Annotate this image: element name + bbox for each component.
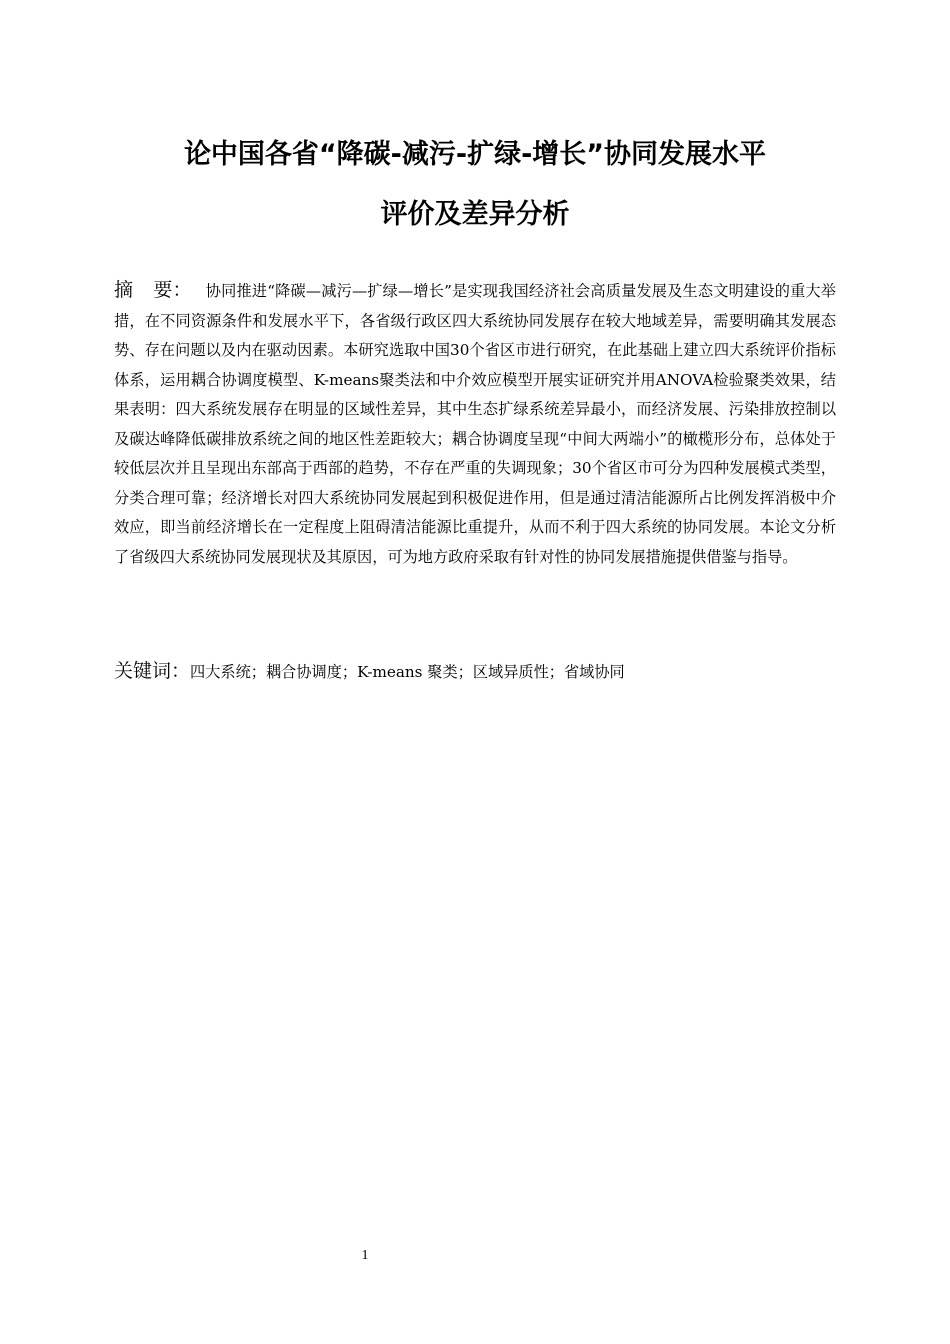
- keywords-text: 四大系统；耦合协调度；K-means 聚类；区域异质性；省域协同: [190, 663, 625, 681]
- abstract-label: [114, 279, 192, 301]
- paper-title-line-1: 论中国各省“降碳-减污-扩绿-增长”协同发展水平: [183, 139, 767, 170]
- abstract-label-char-2: 要: [153, 279, 173, 301]
- abstract-text: 协同推进“降碳—减污—扩绿—增长”是实现我国经济社会高质量发展及生态文明建设的重大举措，在不同资源条件和发展水平下，各省级行政区四大系统协同发展存在较大地域差异，需要明确其发展态势、存在问题以及内在驱动因素。本研究选取中国30个省区市进行研究，在此基础上建立四大系统评价指标体系，运用耦合协调度模型、K-means聚类法和中介效应模型开展实证研究并用ANOVA检验聚类效果，结果表明：四大系统发展存在明显的区域性差异，其中生态扩绿系统差异最小，而经济发展、污染排放控制以及碳达峰降低碳排放系统之间的地区性差距较大；耦合协调度呈现“中间大两端小”的橄榄形分布，总体处于较低层次并且呈现出东部高于西部的趋势，不存在严重的失调现象；30个省区市可分为四种发展模式类型，分类合理可靠；经济增长对四大系统协同发展起到积极促进作用，但是通过清洁能源所占比例发挥消极中介效应，即当前经济增长在一定程度上阻碍清洁能源比重提升，从而不利于四大系统的协同发展。本论文分析了省级四大系统协同发展现状及其原因，可为地方政府采取有针对性的协同发展措施提供借鉴与指导。: [114, 282, 836, 566]
- abstract-label-char-1: 摘: [114, 279, 134, 301]
- page-number: 1: [361, 1248, 369, 1263]
- paper-title-line-2: 评价及差异分析: [380, 199, 570, 230]
- keywords-label: 关键词：: [114, 660, 191, 682]
- abstract-section: [114, 276, 836, 572]
- abstract-label-colon: ：: [172, 279, 192, 301]
- keywords-section: [114, 656, 836, 687]
